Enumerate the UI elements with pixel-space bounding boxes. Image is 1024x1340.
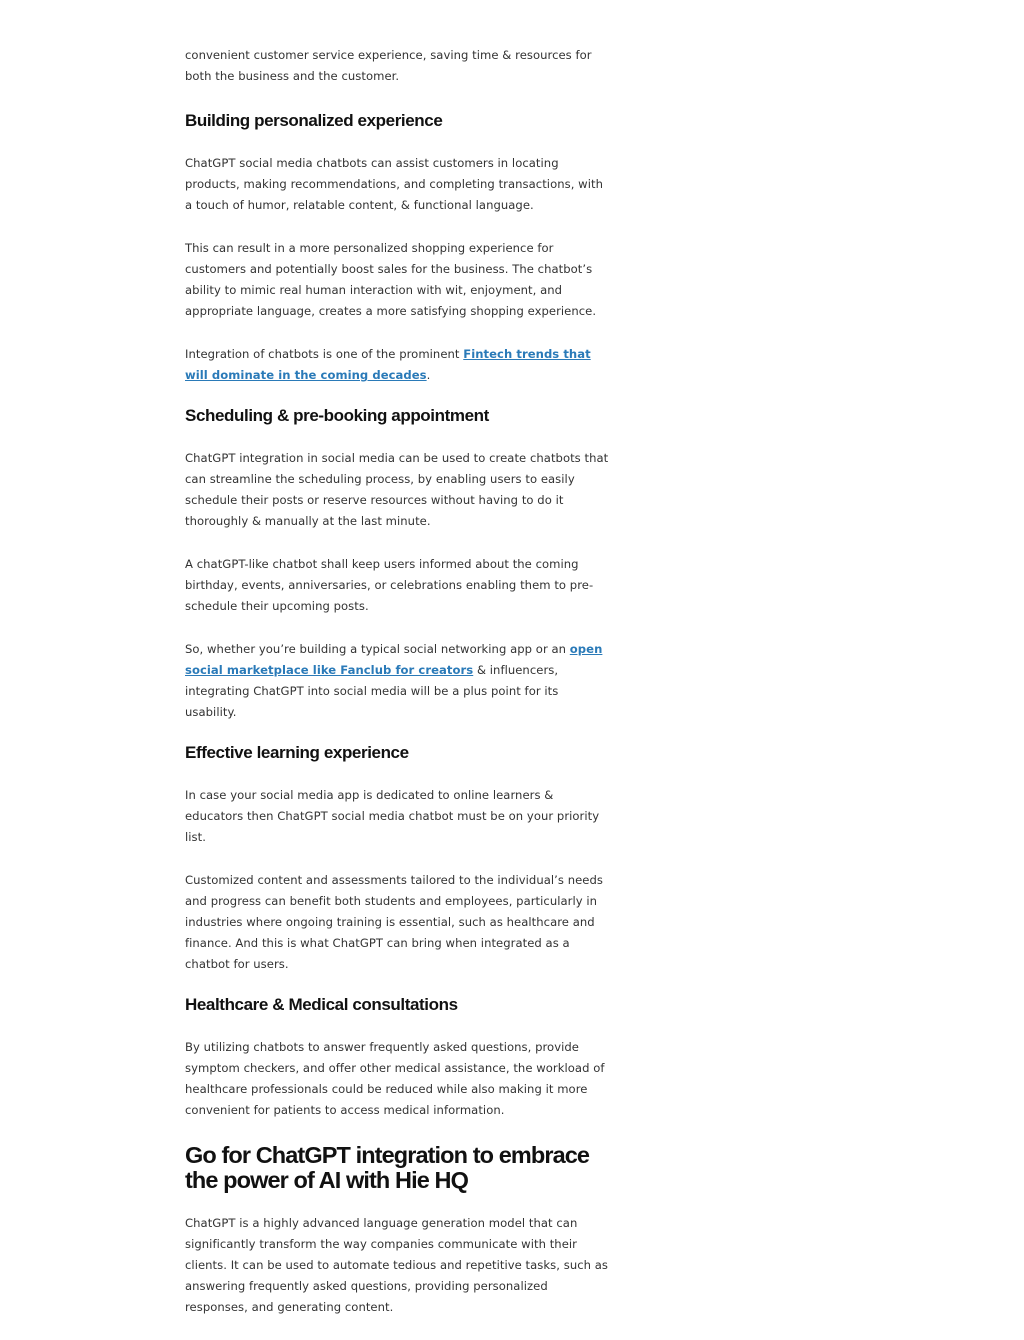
learning-paragraph-1: In case your social media app is dedicated to online learners & educators then ChatGPT social media chatbot must be on your priority list.: [185, 788, 600, 844]
scheduling-paragraph-2: A chatGPT-like chatbot shall keep users informed about the coming birthday, events, anniversaries, or celebrations enabling them to pre-schedule their upcoming posts.: [185, 557, 594, 613]
personalized-paragraph-1: ChatGPT social media chatbots can assist customers in locating products, making recommendations, and completing transactions, with a touch of humor, relatable content, & functional language.: [185, 156, 603, 212]
personalized-paragraph-2: This can result in a more personalized shopping experience for customers and potentially boost sales for the business. The chatbot’s ability to mimic real human interaction with wit, enjoyment, and appropriate language, creates a more satisfying shopping experience.: [185, 241, 597, 318]
learning-paragraph-2: Customized content and assessments tailored to the individual’s needs and progress can benefit both students and employees, particularly in industries where ongoing training is essential, such as healthcare and finance. And this is what ChatGPT can bring when integrated as a chatbot for users.: [185, 873, 603, 971]
closing-paragraph-1: ChatGPT is a highly advanced language generation model that can significantly transform the way companies communicate with their clients. It can be used to automate tedious and repetitive tasks, such as answering frequently asked questions, providing personalized responses, and generating content.: [185, 1216, 609, 1314]
fintech-trends-link[interactable]: Fintech trends that will dominate in the coming decades: [185, 347, 591, 382]
article-body: [185, 47, 613, 1340]
healthcare-paragraph-1: By utilizing chatbots to answer frequently asked questions, provide symptom checkers, and offer other medical assistance, the workload of healthcare professionals could be reduced while also making it more convenient for patients to access medical information.: [185, 1040, 605, 1117]
section-heading-scheduling: Scheduling & pre-booking appointment: [185, 406, 489, 425]
section-heading-learning: Effective learning experience: [185, 743, 409, 762]
section-heading-personalized: Building personalized experience: [185, 111, 443, 130]
marketplace-prefix-text: So, whether you’re building a typical social networking app or an: [185, 642, 570, 656]
scheduling-paragraph-1: ChatGPT integration in social media can be used to create chatbots that can streamline the scheduling process, by enabling users to easily schedule their posts or reserve resources without having to do it thoroughly & manually at the last minute.: [185, 451, 609, 528]
marketplace-suffix-text: & influencers, integrating ChatGPT into social media will be a plus point for its usability.: [185, 663, 559, 719]
closing-heading: Go for ChatGPT integration to embrace the power of AI with Hie HQ: [185, 1142, 590, 1193]
fintech-suffix-text: .: [426, 368, 431, 382]
section-heading-healthcare: Healthcare & Medical consultations: [185, 995, 458, 1014]
intro-paragraph-tail: convenient customer service experience, saving time & resources for both the business and the customer.: [185, 48, 592, 83]
personalized-paragraph-3: [185, 344, 613, 386]
fintech-prefix-text: Integration of chatbots is one of the prominent: [185, 347, 464, 361]
scheduling-paragraph-3: [185, 639, 613, 723]
fanclub-marketplace-link[interactable]: open social marketplace like Fanclub for creators: [185, 642, 603, 677]
